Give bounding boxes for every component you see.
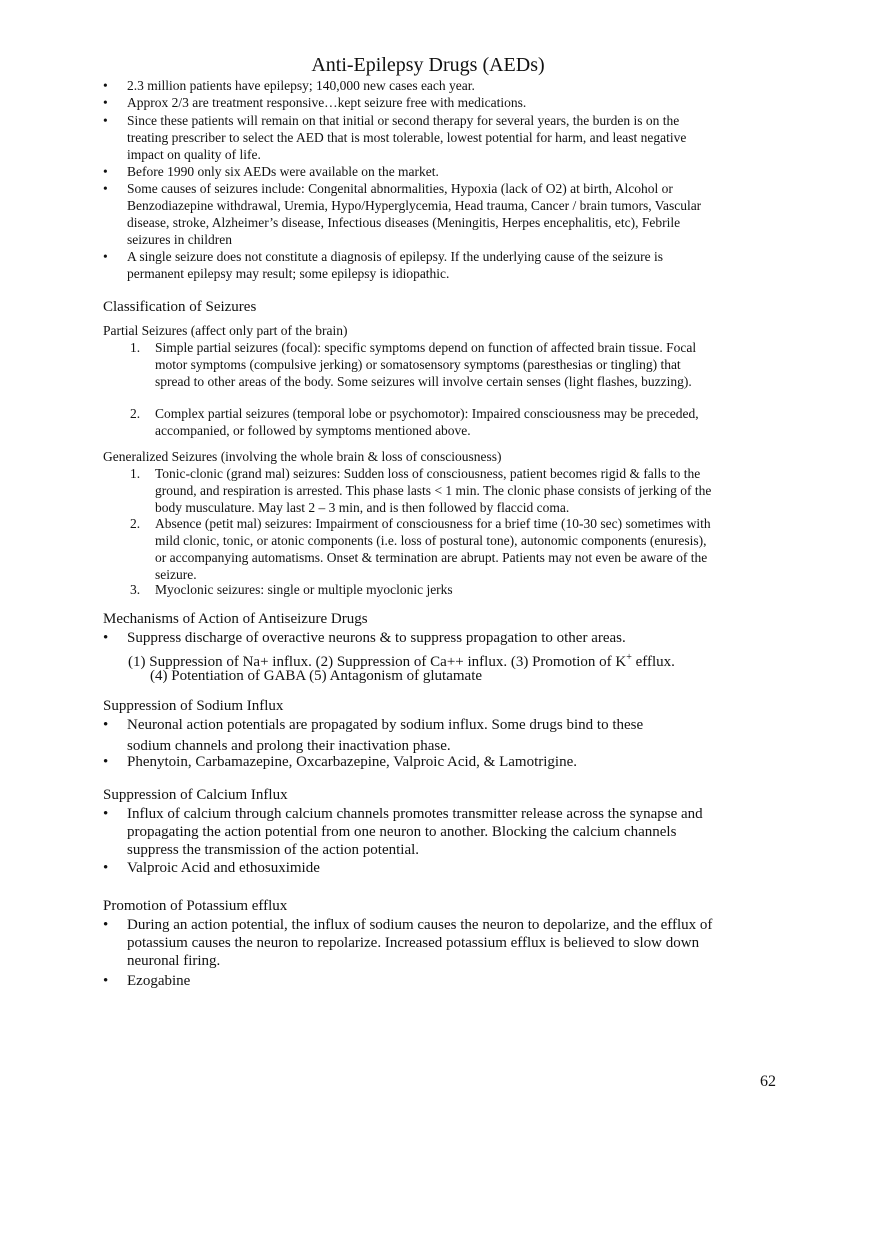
- item-text: Tonic-clonic (grand mal) seizures: Sudden loss of consciousness, patient becomes rigid & falls to the ground, and respiration is arrested. This phase lasts < 1 min. The clonic phase consists of jerking of the body musculature. May last 2 – 3 min, and is then followed by flaccid coma.: [155, 466, 712, 515]
- intro-bullet-1: [103, 77, 717, 94]
- intro-bullet-6: [103, 248, 717, 282]
- item-number: 1.: [130, 466, 141, 481]
- bullet-marker: •: [103, 973, 109, 989]
- bullet-text: Approx 2/3 are treatment responsive…kept seizure free with medications.: [127, 95, 527, 110]
- bullet-text: Phenytoin, Carbamazepine, Oxcarbazepine, Valproic Acid, & Lamotrigine.: [127, 754, 577, 770]
- item-text: Simple partial seizures (focal): specific symptoms depend on function of affected brain tissue. Focal motor symptoms (compulsive jerking) or somatosensory symptoms (paresthesias or tingling) that spread to other areas of the body. Some seizures will involve certain senses (light flashes, buzzing).: [155, 340, 697, 389]
- bullet-text: Neuronal action potentials are propagated by sodium influx. Some drugs bind to these sodium channels and prolong their inactivation phase.: [127, 717, 644, 754]
- bullet-text: Valproic Acid and ethosuximide: [127, 860, 320, 876]
- bullet-marker: •: [103, 717, 109, 733]
- sodium-heading: Suppression of Sodium Influx: [103, 698, 284, 714]
- page-number: 62: [760, 1073, 776, 1090]
- item-text: Myoclonic seizures: single or multiple myoclonic jerks: [155, 582, 453, 597]
- bullet-text: Since these patients will remain on that initial or second therapy for several years, the burden is on the treating prescriber to select the AED that is most tolerable, lowest potential for harm, and least negative impact on quality of life.: [127, 113, 687, 162]
- calcium-heading: Suppression of Calcium Influx: [103, 787, 288, 803]
- sodium-bullet-1: [103, 715, 687, 757]
- bullet-text: During an action potential, the influx of sodium causes the neuron to depolarize, and the efflux of potassium causes the neuron to repolarize. Increased potassium efflux is believed to slow down neuronal firing.: [127, 917, 713, 969]
- bullet-marker: •: [103, 860, 109, 876]
- bullet-marker: •: [103, 630, 109, 646]
- sodium-bullet-2: [103, 753, 727, 771]
- classification-heading: Classification of Seizures: [103, 299, 257, 315]
- partial-item-1: [130, 339, 710, 390]
- bullet-text: Some causes of seizures include: Congenital abnormalities, Hypoxia (lack of O2) at birth, Alcohol or Benzodiazepine withdrawal, Uremia, Hypo/Hyperglycemia, Head trauma, Cancer / brain tumors, Vascular disease, stroke, Alzheimer’s disease, Infectious diseases (Meningitis, Herpes encephalitis, etc), Febrile seizures in children: [127, 181, 702, 247]
- mechanisms-heading: Mechanisms of Action of Antiseizure Drugs: [103, 611, 368, 627]
- bullet-marker: •: [103, 754, 109, 770]
- mechanisms-line-end: efflux.: [631, 654, 675, 670]
- potassium-bullet-1: [103, 916, 717, 970]
- bullet-marker: •: [103, 249, 108, 264]
- bullet-marker: •: [103, 164, 108, 179]
- calcium-bullet-2: [103, 859, 712, 877]
- item-text: Complex partial seizures (temporal lobe or psychomotor): Impaired consciousness may be preceded, accompanied, or followed by symptoms mentioned above.: [155, 406, 699, 438]
- bullet-marker: •: [103, 917, 109, 933]
- item-number: 2.: [130, 406, 141, 421]
- bullet-marker: •: [103, 78, 108, 93]
- intro-bullet-3: [103, 112, 717, 163]
- potassium-heading: Promotion of Potassium efflux: [103, 898, 288, 914]
- generalized-seizures-heading: Generalized Seizures (involving the whole brain & loss of consciousness): [103, 449, 502, 464]
- mechanisms-list-line-2: (4) Potentiation of GABA (5) Antagonism of glutamate: [150, 668, 483, 684]
- intro-bullet-2: [103, 94, 717, 111]
- bullet-marker: •: [103, 113, 108, 128]
- bullet-marker: •: [103, 95, 108, 110]
- generalized-item-3: [130, 581, 718, 598]
- bullet-marker: •: [103, 806, 109, 822]
- generalized-item-2: [130, 515, 718, 583]
- partial-item-2: [130, 405, 710, 439]
- bullet-marker: •: [103, 181, 108, 196]
- item-number: 2.: [130, 516, 141, 531]
- bullet-text: Suppress discharge of overactive neurons & to suppress propagation to other areas.: [127, 630, 626, 646]
- page-title: Anti-Epilepsy Drugs (AEDs): [311, 54, 545, 76]
- calcium-bullet-1: [103, 805, 712, 859]
- intro-bullet-5: [103, 180, 717, 248]
- intro-bullet-4: [103, 163, 717, 180]
- bullet-text: 2.3 million patients have epilepsy; 140,000 new cases each year.: [127, 78, 475, 93]
- item-number: 3.: [130, 582, 141, 597]
- bullet-text: Influx of calcium through calcium channels promotes transmitter release across the synapse and propagating the action potential from one neuron to another. Blocking the calcium channels suppress the transmission of the action potential.: [127, 806, 703, 858]
- item-text: Absence (petit mal) seizures: Impairment of consciousness for a brief time (10-30 sec) sometimes with mild clonic, tonic, or atonic components (i.e. loss of postural tone), autonomic components (enuresis), or accompanying automatisms. Onset & termination are abrupt. Patients may not even be aware of the seizure.: [155, 516, 711, 582]
- potassium-bullet-2: [103, 972, 717, 990]
- bullet-text: Ezogabine: [127, 973, 191, 989]
- bullet-text: A single seizure does not constitute a diagnosis of epilepsy. If the underlying cause of the seizure is permanent epilepsy may result; some epilepsy is idiopathic.: [127, 249, 663, 281]
- mechanisms-line-text: (1) Suppression of Na+ influx. (2) Suppression of Ca++ influx. (3) Promotion of K: [128, 654, 627, 670]
- item-number: 1.: [130, 340, 141, 355]
- generalized-item-1: [130, 465, 718, 516]
- bullet-text: Before 1990 only six AEDs were available on the market.: [127, 164, 439, 179]
- superscript-plus: +: [626, 652, 632, 663]
- partial-seizures-heading: Partial Seizures (affect only part of the brain): [103, 323, 348, 338]
- mechanisms-bullet: [103, 629, 747, 647]
